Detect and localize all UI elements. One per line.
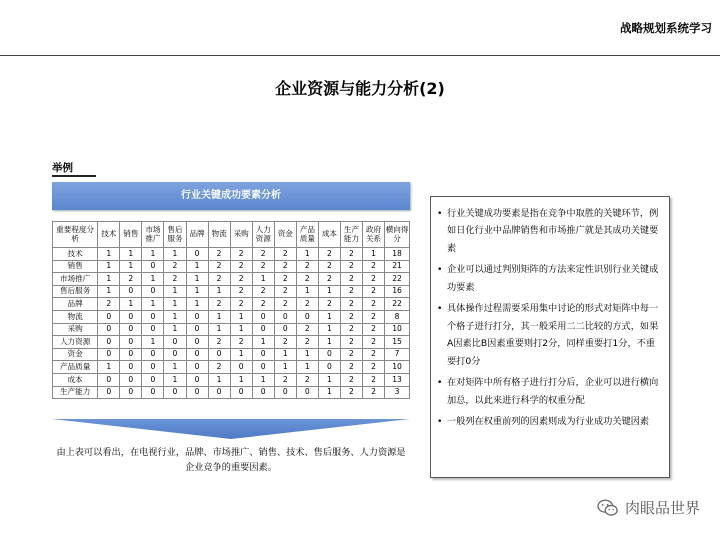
score-cell: 2 — [274, 298, 296, 311]
score-cell: 2 — [363, 373, 385, 386]
score-cell: 1 — [208, 310, 230, 323]
score-cell: 2 — [274, 336, 296, 349]
score-cell: 0 — [120, 310, 142, 323]
score-cell: 2 — [296, 336, 318, 349]
score-cell: 2 — [318, 273, 340, 286]
score-cell: 2 — [340, 310, 362, 323]
row-total-cell: 22 — [385, 298, 410, 311]
ksf-matrix-table-wrap — [52, 221, 410, 399]
score-cell: 0 — [186, 386, 208, 399]
page-title: 企业资源与能力分析(2) — [275, 79, 445, 98]
table-column-header: 横向得分 — [385, 222, 410, 248]
score-cell: 1 — [208, 285, 230, 298]
score-cell: 2 — [363, 386, 385, 399]
score-cell: 2 — [230, 248, 252, 261]
score-cell: 2 — [363, 273, 385, 286]
score-cell: 1 — [363, 248, 385, 261]
row-header-cell: 品牌 — [53, 298, 98, 311]
score-cell: 2 — [340, 285, 362, 298]
table-row — [53, 260, 410, 273]
row-header-cell: 资金 — [53, 348, 98, 361]
table-row — [53, 298, 410, 311]
score-cell: 0 — [142, 386, 164, 399]
wechat-icon — [597, 498, 619, 518]
row-total-cell: 15 — [385, 336, 410, 349]
score-cell: 2 — [318, 298, 340, 311]
score-cell: 1 — [296, 348, 318, 361]
score-cell: 2 — [164, 260, 186, 273]
bullet-dot-icon: • — [437, 303, 443, 315]
score-cell: 1 — [186, 260, 208, 273]
score-cell: 1 — [98, 248, 120, 261]
header-title: 战略规划系统学习 — [620, 21, 712, 35]
score-cell: 2 — [208, 273, 230, 286]
score-cell: 0 — [142, 348, 164, 361]
score-cell: 1 — [274, 348, 296, 361]
score-cell: 0 — [318, 348, 340, 361]
table-column-header: 人力资源 — [252, 222, 274, 248]
score-cell: 0 — [186, 248, 208, 261]
score-cell: 1 — [142, 336, 164, 349]
example-underline — [52, 175, 96, 177]
score-cell: 1 — [208, 323, 230, 336]
row-total-cell: 10 — [385, 323, 410, 336]
score-cell: 2 — [252, 285, 274, 298]
header-divider — [0, 55, 720, 56]
table-column-header: 政府关系 — [363, 222, 385, 248]
score-cell: 2 — [274, 260, 296, 273]
score-cell: 1 — [164, 373, 186, 386]
score-cell: 2 — [230, 336, 252, 349]
score-cell: 0 — [186, 373, 208, 386]
score-cell: 0 — [98, 373, 120, 386]
score-cell: 2 — [296, 323, 318, 336]
score-cell: 1 — [164, 298, 186, 311]
conclusion-text: 由上表可以看出，在电视行业，品牌、市场推广、销售、技术、售后服务、人力资源是企业竞争的重要因素。 — [56, 447, 406, 473]
score-cell: 1 — [164, 323, 186, 336]
score-cell: 1 — [98, 361, 120, 374]
bullet-dot-icon: • — [437, 264, 443, 276]
bullet-item — [437, 261, 661, 296]
score-cell: 1 — [230, 373, 252, 386]
score-cell: 2 — [208, 248, 230, 261]
score-cell: 0 — [142, 361, 164, 374]
score-cell: 2 — [230, 273, 252, 286]
table-column-header: 销售 — [120, 222, 142, 248]
score-cell: 0 — [274, 386, 296, 399]
row-total-cell: 8 — [385, 310, 410, 323]
score-cell: 2 — [252, 248, 274, 261]
score-cell: 0 — [142, 260, 164, 273]
score-cell: 1 — [186, 285, 208, 298]
row-header-cell: 技术 — [53, 248, 98, 261]
score-cell: 1 — [318, 336, 340, 349]
bullet-text: 企业可以通过判别矩阵的方法来定性识别行业关键成功要素 — [447, 264, 659, 293]
table-column-header: 产品质量 — [296, 222, 318, 248]
score-cell: 0 — [142, 310, 164, 323]
score-cell: 0 — [186, 348, 208, 361]
row-header-cell: 成本 — [53, 373, 98, 386]
bullet-dot-icon: • — [437, 208, 443, 219]
score-cell: 2 — [230, 298, 252, 311]
row-total-cell: 18 — [385, 248, 410, 261]
score-cell: 1 — [230, 348, 252, 361]
table-column-header: 物流 — [208, 222, 230, 248]
table-column-header: 采购 — [230, 222, 252, 248]
score-cell: 2 — [340, 386, 362, 399]
score-cell: 1 — [318, 386, 340, 399]
score-cell: 1 — [142, 298, 164, 311]
score-cell: 2 — [120, 273, 142, 286]
score-cell: 1 — [142, 273, 164, 286]
table-row — [53, 361, 410, 374]
score-cell: 2 — [208, 260, 230, 273]
score-cell: 1 — [120, 298, 142, 311]
table-row — [53, 248, 410, 261]
watermark — [597, 497, 700, 518]
score-cell: 0 — [318, 361, 340, 374]
table-header-row — [53, 222, 410, 248]
example-label: 举例 — [52, 162, 73, 174]
score-cell: 0 — [142, 285, 164, 298]
row-total-cell: 10 — [385, 361, 410, 374]
row-header-cell: 销售 — [53, 260, 98, 273]
score-cell: 1 — [252, 273, 274, 286]
bullet-item — [437, 374, 661, 409]
bullet-dot-icon: • — [437, 377, 443, 389]
score-cell: 0 — [142, 323, 164, 336]
score-cell: 0 — [98, 336, 120, 349]
table-column-header: 品牌 — [186, 222, 208, 248]
score-cell: 2 — [208, 361, 230, 374]
table-column-header: 售后服务 — [164, 222, 186, 248]
score-cell: 0 — [120, 361, 142, 374]
score-cell: 0 — [186, 310, 208, 323]
score-cell: 2 — [340, 348, 362, 361]
table-row — [53, 386, 410, 399]
score-cell: 1 — [120, 248, 142, 261]
score-cell: 1 — [98, 273, 120, 286]
score-cell: 2 — [208, 298, 230, 311]
row-total-cell: 16 — [385, 285, 410, 298]
score-cell: 0 — [296, 386, 318, 399]
score-cell: 2 — [340, 336, 362, 349]
score-cell: 0 — [120, 348, 142, 361]
score-cell: 0 — [120, 386, 142, 399]
row-total-cell: 13 — [385, 373, 410, 386]
score-cell: 2 — [230, 285, 252, 298]
table-corner-header: 重要程度分析 — [53, 222, 98, 248]
table-column-header: 成本 — [318, 222, 340, 248]
table-row — [53, 336, 410, 349]
score-cell: 2 — [340, 361, 362, 374]
score-cell: 2 — [208, 336, 230, 349]
score-cell: 2 — [340, 248, 362, 261]
row-header-cell: 物流 — [53, 310, 98, 323]
score-cell: 1 — [296, 361, 318, 374]
watermark-text: 肉眼品世界 — [624, 499, 700, 517]
bullet-text: 行业关键成功要素是指在竞争中取胜的关键环节，例如日化行业中品牌销售和市场推广就是其成功关键要素 — [447, 208, 659, 254]
score-cell: 0 — [252, 361, 274, 374]
score-cell: 0 — [120, 373, 142, 386]
score-cell: 0 — [164, 386, 186, 399]
score-cell: 0 — [230, 361, 252, 374]
score-cell: 0 — [230, 386, 252, 399]
score-cell: 0 — [164, 348, 186, 361]
score-cell: 2 — [363, 323, 385, 336]
table-column-header: 技术 — [98, 222, 120, 248]
score-cell: 1 — [296, 248, 318, 261]
score-cell: 2 — [340, 323, 362, 336]
table-column-header: 生产能力 — [340, 222, 362, 248]
score-cell: 0 — [186, 336, 208, 349]
score-cell: 2 — [230, 260, 252, 273]
score-cell: 0 — [98, 310, 120, 323]
score-cell: 0 — [208, 386, 230, 399]
row-header-cell: 产品质量 — [53, 361, 98, 374]
bullet-text: 具体操作过程需要采用集中讨论的形式对矩阵中每一个格子进行打分，其一般采用二二比较的方式，如果A因素比B因素重要则打2分，同样重要打1分，不重要打0分 — [447, 303, 659, 367]
score-cell: 1 — [208, 373, 230, 386]
score-cell: 0 — [186, 361, 208, 374]
score-cell: 2 — [318, 260, 340, 273]
score-cell: 2 — [363, 260, 385, 273]
score-cell: 0 — [252, 386, 274, 399]
row-header-cell: 生产能力 — [53, 386, 98, 399]
score-cell: 2 — [296, 298, 318, 311]
score-cell: 1 — [252, 373, 274, 386]
score-cell: 2 — [252, 260, 274, 273]
score-cell: 1 — [230, 323, 252, 336]
row-header-cell: 人力资源 — [53, 336, 98, 349]
table-row — [53, 348, 410, 361]
table-row — [53, 285, 410, 298]
score-cell: 2 — [274, 273, 296, 286]
score-cell: 1 — [164, 361, 186, 374]
score-cell: 2 — [252, 298, 274, 311]
bullet-item — [437, 413, 661, 430]
table-row — [53, 273, 410, 286]
score-cell: 2 — [363, 298, 385, 311]
table-row — [53, 310, 410, 323]
score-cell: 0 — [142, 373, 164, 386]
score-cell: 2 — [363, 336, 385, 349]
score-cell: 0 — [208, 348, 230, 361]
table-row — [53, 373, 410, 386]
score-cell: 2 — [340, 298, 362, 311]
score-cell: 2 — [340, 260, 362, 273]
score-cell: 1 — [230, 310, 252, 323]
bullet-dot-icon: • — [437, 416, 443, 428]
table-column-header: 资金 — [274, 222, 296, 248]
score-cell: 0 — [186, 323, 208, 336]
score-cell: 1 — [120, 260, 142, 273]
row-total-cell: 21 — [385, 260, 410, 273]
score-cell: 2 — [340, 273, 362, 286]
score-cell: 1 — [186, 298, 208, 311]
bullet-text: 在对矩阵中所有格子进行打分后，企业可以进行横向加总，以此来进行科学的权重分配 — [447, 377, 659, 406]
bullet-text: 一般列在权重前列的因素则成为行业成功关键因素 — [447, 416, 650, 428]
score-cell: 2 — [340, 373, 362, 386]
row-total-cell: 22 — [385, 273, 410, 286]
score-cell: 2 — [363, 310, 385, 323]
score-cell: 0 — [274, 323, 296, 336]
score-cell: 0 — [98, 348, 120, 361]
score-cell: 1 — [296, 285, 318, 298]
score-cell: 2 — [296, 260, 318, 273]
bullet-item — [437, 205, 661, 257]
score-cell: 1 — [318, 323, 340, 336]
score-cell: 0 — [120, 285, 142, 298]
score-cell: 0 — [296, 310, 318, 323]
score-cell: 1 — [164, 285, 186, 298]
score-cell: 0 — [252, 348, 274, 361]
score-cell: 2 — [363, 361, 385, 374]
row-total-cell: 7 — [385, 348, 410, 361]
score-cell: 0 — [120, 323, 142, 336]
score-cell: 0 — [274, 310, 296, 323]
table-banner: 行业关键成功要素分析 — [52, 182, 410, 210]
table-row — [53, 323, 410, 336]
score-cell: 1 — [98, 285, 120, 298]
score-cell: 2 — [318, 248, 340, 261]
score-cell: 1 — [186, 273, 208, 286]
score-cell: 2 — [98, 298, 120, 311]
summary-arrow — [52, 419, 410, 439]
score-cell: 1 — [164, 248, 186, 261]
score-cell: 0 — [252, 323, 274, 336]
score-cell: 1 — [318, 285, 340, 298]
score-cell: 1 — [318, 373, 340, 386]
score-cell: 2 — [296, 373, 318, 386]
table-body — [53, 248, 410, 399]
row-header-cell: 市场推广 — [53, 273, 98, 286]
score-cell: 0 — [98, 323, 120, 336]
score-cell: 1 — [274, 361, 296, 374]
score-cell: 1 — [164, 310, 186, 323]
table-column-header: 市场推广 — [142, 222, 164, 248]
score-cell: 2 — [164, 273, 186, 286]
score-cell: 1 — [252, 336, 274, 349]
score-cell: 2 — [296, 273, 318, 286]
ksf-matrix-table — [52, 221, 410, 399]
score-cell: 0 — [120, 336, 142, 349]
score-cell: 1 — [142, 248, 164, 261]
score-cell: 2 — [274, 373, 296, 386]
score-cell: 0 — [164, 336, 186, 349]
score-cell: 2 — [274, 248, 296, 261]
score-cell: 2 — [363, 285, 385, 298]
row-total-cell: 3 — [385, 386, 410, 399]
score-cell: 1 — [318, 310, 340, 323]
row-header-cell: 售后服务 — [53, 285, 98, 298]
bullet-item — [437, 300, 661, 370]
explanation-box — [430, 196, 670, 478]
score-cell: 2 — [363, 348, 385, 361]
score-cell: 1 — [98, 260, 120, 273]
score-cell: 2 — [274, 285, 296, 298]
row-header-cell: 采购 — [53, 323, 98, 336]
score-cell: 0 — [252, 310, 274, 323]
score-cell: 0 — [98, 386, 120, 399]
